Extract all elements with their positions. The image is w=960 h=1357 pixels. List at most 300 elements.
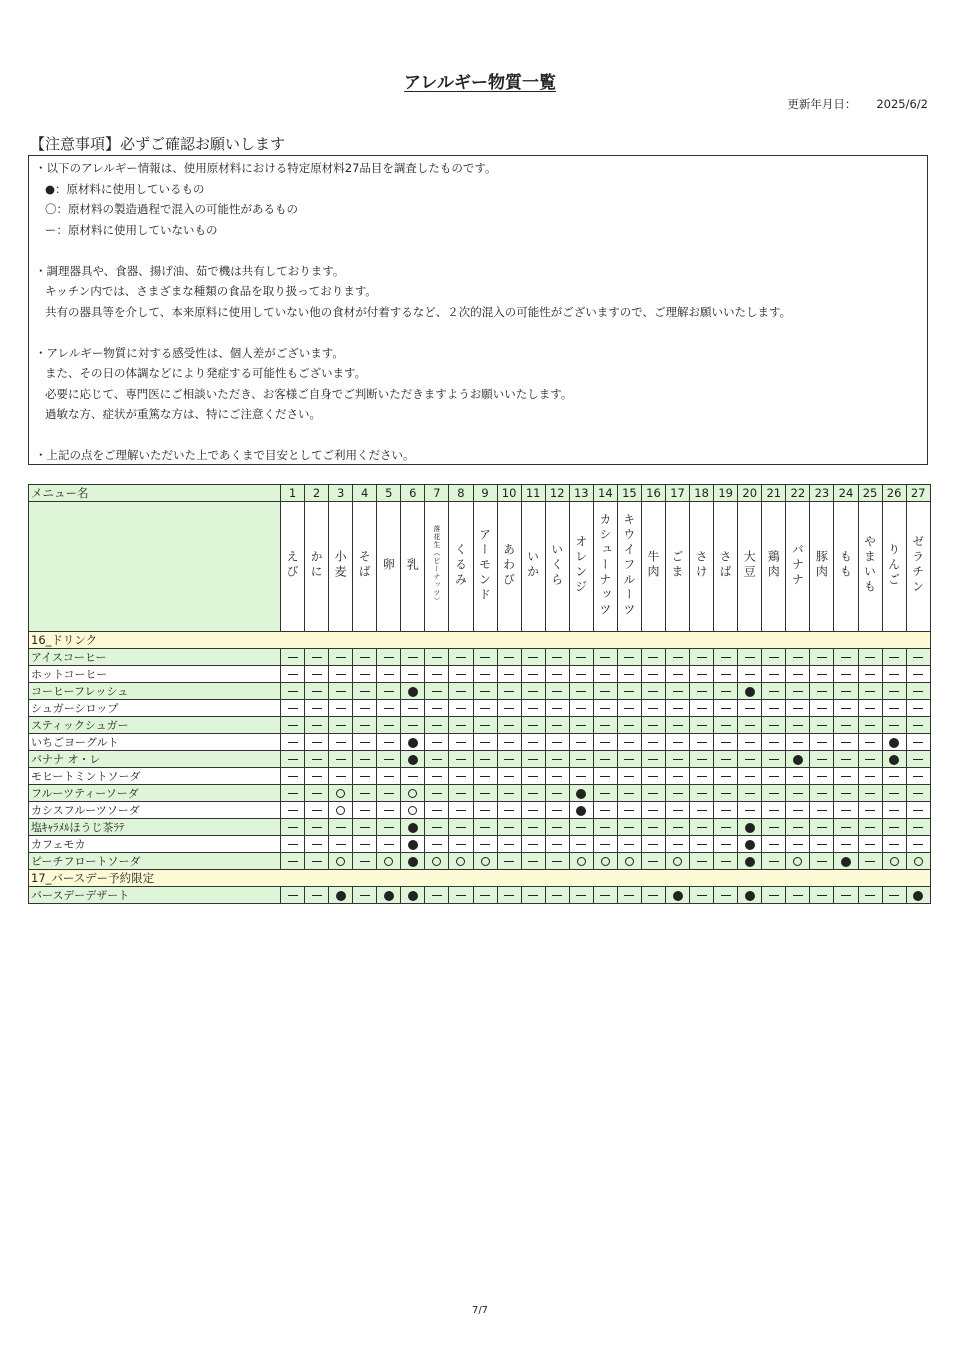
not-used-mark: [769, 725, 779, 726]
contains-mark: [745, 687, 755, 697]
allergen-mark-cell: [353, 649, 377, 666]
not-used-mark: [504, 759, 514, 760]
menu-row: [29, 819, 931, 836]
page-number: 7/7: [471, 1305, 489, 1316]
not-used-mark: [697, 827, 707, 828]
allergen-mark-cell: [714, 802, 738, 819]
menu-header-blank: [29, 502, 281, 632]
allergen-mark-cell: [882, 717, 906, 734]
allergen-mark-cell: [882, 853, 906, 870]
not-used-mark: [648, 691, 658, 692]
allergen-mark-cell: [473, 717, 497, 734]
contains-mark: [408, 823, 418, 833]
allergen-mark-cell: [281, 734, 305, 751]
not-used-mark: [480, 725, 490, 726]
not-used-mark: [913, 657, 923, 658]
allergen-mark-cell: [473, 683, 497, 700]
allergen-mark-cell: [353, 751, 377, 768]
allergen-name-label: 豚肉: [814, 550, 829, 580]
not-used-mark: [576, 708, 586, 709]
not-used-mark: [817, 793, 827, 794]
allergen-mark-cell: [834, 666, 858, 683]
not-used-mark: [360, 691, 370, 692]
may-contain-mark: [432, 857, 441, 866]
allergen-mark-cell: [401, 751, 425, 768]
allergen-name: [690, 502, 714, 632]
allergen-mark-cell: [329, 683, 353, 700]
allergen-number: 11: [521, 485, 545, 502]
not-used-mark: [576, 844, 586, 845]
contains-mark: [745, 857, 755, 867]
allergen-name: [281, 502, 305, 632]
not-used-mark: [769, 708, 779, 709]
allergen-mark-cell: [834, 683, 858, 700]
allergen-mark-cell: [521, 836, 545, 853]
allergen-mark-cell: [714, 819, 738, 836]
allergen-mark-cell: [738, 887, 762, 904]
not-used-mark: [528, 827, 538, 828]
allergen-name: [593, 502, 617, 632]
allergen-mark-cell: [834, 734, 858, 751]
allergen-table: [28, 484, 931, 904]
not-used-mark: [504, 776, 514, 777]
allergen-mark-cell: [906, 666, 930, 683]
not-used-mark: [648, 793, 658, 794]
allergen-mark-cell: [593, 649, 617, 666]
allergen-mark-cell: [305, 683, 329, 700]
allergen-mark-cell: [569, 717, 593, 734]
allergen-number: 25: [858, 485, 882, 502]
allergen-mark-cell: [762, 853, 786, 870]
not-used-mark: [865, 708, 875, 709]
allergen-name-label: 大豆: [742, 550, 757, 580]
allergen-mark-cell: [858, 666, 882, 683]
allergen-name: [329, 502, 353, 632]
allergen-name: [906, 502, 930, 632]
allergen-mark-cell: [545, 819, 569, 836]
allergen-mark-cell: [762, 785, 786, 802]
allergen-name-label: いか: [525, 550, 540, 580]
not-used-mark: [528, 793, 538, 794]
notice-line: キッチン内では、さまざまな種類の食品を取り扱っております。: [45, 284, 377, 298]
contains-mark: [673, 891, 683, 901]
allergen-mark-cell: [281, 887, 305, 904]
allergen-number: 23: [810, 485, 834, 502]
allergen-mark-cell: [858, 785, 882, 802]
not-used-mark: [528, 742, 538, 743]
not-used-mark: [913, 691, 923, 692]
allergen-mark-cell: [834, 819, 858, 836]
not-used-mark: [721, 725, 731, 726]
allergen-number: 10: [497, 485, 521, 502]
allergen-mark-cell: [473, 734, 497, 751]
not-used-mark: [552, 691, 562, 692]
allergen-mark-cell: [786, 649, 810, 666]
not-used-mark: [336, 725, 346, 726]
allergen-mark-cell: [521, 768, 545, 785]
allergen-mark-cell: [305, 717, 329, 734]
allergen-name-label: 卵: [381, 557, 396, 573]
not-used-mark: [288, 708, 298, 709]
allergen-mark-cell: [377, 819, 401, 836]
not-used-mark: [745, 742, 755, 743]
menu-row: [29, 683, 931, 700]
allergen-mark-cell: [353, 836, 377, 853]
not-used-mark: [576, 657, 586, 658]
allergen-mark-cell: [714, 887, 738, 904]
not-used-mark: [432, 895, 442, 896]
menu-row: [29, 734, 931, 751]
allergen-mark-cell: [641, 666, 665, 683]
allergen-mark-cell: [786, 751, 810, 768]
allergen-mark-cell: [762, 734, 786, 751]
not-used-mark: [624, 691, 634, 692]
not-used-mark: [721, 861, 731, 862]
menu-row: [29, 700, 931, 717]
allergen-mark-cell: [690, 785, 714, 802]
allergen-mark-cell: [425, 802, 449, 819]
allergen-mark-cell: [617, 717, 641, 734]
may-contain-mark: [384, 857, 393, 866]
allergen-mark-cell: [858, 734, 882, 751]
menu-item-name: 塩ｷｬﾗﾒﾙほうじ茶ﾗﾃ: [29, 819, 281, 836]
not-used-mark: [889, 895, 899, 896]
may-contain-mark: [336, 857, 345, 866]
allergen-mark-cell: [545, 683, 569, 700]
allergen-mark-cell: [449, 853, 473, 870]
not-used-mark: [432, 674, 442, 675]
allergen-mark-cell: [906, 836, 930, 853]
not-used-mark: [865, 742, 875, 743]
menu-header: メニュー名: [29, 485, 281, 502]
allergen-mark-cell: [521, 734, 545, 751]
allergen-mark-cell: [858, 717, 882, 734]
not-used-mark: [697, 725, 707, 726]
allergen-mark-cell: [473, 853, 497, 870]
allergen-mark-cell: [690, 751, 714, 768]
not-used-mark: [793, 674, 803, 675]
not-used-mark: [865, 674, 875, 675]
not-used-mark: [889, 810, 899, 811]
allergen-mark-cell: [834, 887, 858, 904]
not-used-mark: [673, 793, 683, 794]
not-used-mark: [360, 793, 370, 794]
not-used-mark: [288, 861, 298, 862]
not-used-mark: [648, 725, 658, 726]
not-used-mark: [865, 793, 875, 794]
not-used-mark: [456, 793, 466, 794]
not-used-mark: [528, 674, 538, 675]
not-used-mark: [889, 827, 899, 828]
allergen-mark-cell: [786, 836, 810, 853]
not-used-mark: [504, 895, 514, 896]
not-used-mark: [552, 657, 562, 658]
menu-item-name: モヒートミントソーダ: [29, 768, 281, 785]
allergen-mark-cell: [593, 751, 617, 768]
allergen-mark-cell: [906, 717, 930, 734]
not-used-mark: [841, 674, 851, 675]
allergen-mark-cell: [593, 785, 617, 802]
allergen-mark-cell: [738, 666, 762, 683]
not-used-mark: [817, 708, 827, 709]
allergen-mark-cell: [690, 802, 714, 819]
allergen-mark-cell: [497, 649, 521, 666]
allergen-mark-cell: [617, 802, 641, 819]
may-contain-mark: [456, 857, 465, 866]
not-used-mark: [721, 827, 731, 828]
allergen-mark-cell: [425, 819, 449, 836]
allergen-mark-cell: [666, 819, 690, 836]
not-used-mark: [456, 691, 466, 692]
not-used-mark: [889, 844, 899, 845]
allergen-mark-cell: [569, 887, 593, 904]
allergen-mark-cell: [810, 802, 834, 819]
allergen-mark-cell: [449, 717, 473, 734]
allergen-mark-cell: [281, 717, 305, 734]
allergen-mark-cell: [810, 768, 834, 785]
allergen-mark-cell: [666, 700, 690, 717]
allergen-name: [305, 502, 329, 632]
allergen-mark-cell: [690, 683, 714, 700]
notice-line: ー：原材料に使用していないもの: [45, 222, 218, 237]
menu-item-name: スティックシュガー: [29, 717, 281, 734]
allergen-mark-cell: [521, 717, 545, 734]
not-used-mark: [673, 776, 683, 777]
allergen-mark-cell: [666, 734, 690, 751]
not-used-mark: [384, 844, 394, 845]
allergen-mark-cell: [762, 887, 786, 904]
contains-mark: [576, 789, 586, 799]
allergen-mark-cell: [617, 768, 641, 785]
allergen-mark-cell: [473, 666, 497, 683]
allergen-mark-cell: [762, 751, 786, 768]
not-used-mark: [480, 844, 490, 845]
allergen-mark-cell: [810, 887, 834, 904]
allergen-mark-cell: [690, 666, 714, 683]
notice-spacer: [35, 322, 921, 343]
allergen-mark-cell: [497, 836, 521, 853]
not-used-mark: [793, 810, 803, 811]
not-used-mark: [552, 725, 562, 726]
allergen-mark-cell: [545, 887, 569, 904]
allergen-mark-cell: [666, 802, 690, 819]
menu-row: [29, 836, 931, 853]
allergen-mark-cell: [762, 802, 786, 819]
allergen-mark-cell: [762, 717, 786, 734]
allergen-mark-cell: [305, 819, 329, 836]
not-used-mark: [673, 708, 683, 709]
not-used-mark: [841, 776, 851, 777]
not-used-mark: [456, 776, 466, 777]
not-used-mark: [745, 759, 755, 760]
not-used-mark: [456, 674, 466, 675]
allergen-mark-cell: [353, 802, 377, 819]
allergen-mark-cell: [425, 666, 449, 683]
not-used-mark: [312, 861, 322, 862]
not-used-mark: [528, 861, 538, 862]
notice-line: ・調理器具や、食器、揚げ油、茹で機は共有しております。: [35, 263, 345, 278]
allergen-mark-cell: [281, 836, 305, 853]
allergen-mark-cell: [690, 819, 714, 836]
allergen-mark-cell: [401, 717, 425, 734]
not-used-mark: [793, 776, 803, 777]
allergen-mark-cell: [377, 802, 401, 819]
allergen-mark-cell: [449, 700, 473, 717]
allergen-mark-cell: [569, 836, 593, 853]
allergen-mark-cell: [762, 819, 786, 836]
not-used-mark: [504, 793, 514, 794]
not-used-mark: [841, 725, 851, 726]
allergen-mark-cell: [545, 700, 569, 717]
allergen-mark-cell: [473, 751, 497, 768]
allergen-mark-cell: [786, 819, 810, 836]
not-used-mark: [889, 776, 899, 777]
allergen-name-label: バナナ: [790, 542, 805, 588]
not-used-mark: [889, 793, 899, 794]
not-used-mark: [552, 861, 562, 862]
allergen-mark-cell: [593, 717, 617, 734]
not-used-mark: [600, 759, 610, 760]
allergen-name: [353, 502, 377, 632]
allergen-mark-cell: [425, 751, 449, 768]
allergen-number-row: [29, 485, 931, 502]
allergen-mark-cell: [425, 649, 449, 666]
not-used-mark: [384, 810, 394, 811]
allergen-mark-cell: [593, 819, 617, 836]
not-used-mark: [576, 827, 586, 828]
allergen-mark-cell: [810, 751, 834, 768]
allergen-mark-cell: [329, 649, 353, 666]
not-used-mark: [793, 844, 803, 845]
allergen-mark-cell: [810, 785, 834, 802]
allergen-mark-cell: [281, 819, 305, 836]
not-used-mark: [769, 776, 779, 777]
allergen-mark-cell: [714, 649, 738, 666]
not-used-mark: [793, 657, 803, 658]
allergen-mark-cell: [617, 887, 641, 904]
allergen-name-label: いくら: [549, 542, 564, 588]
allergen-mark-cell: [882, 734, 906, 751]
menu-row: [29, 666, 931, 683]
allergen-mark-cell: [882, 785, 906, 802]
not-used-mark: [336, 776, 346, 777]
not-used-mark: [576, 759, 586, 760]
not-used-mark: [913, 742, 923, 743]
not-used-mark: [721, 708, 731, 709]
allergen-mark-cell: [497, 700, 521, 717]
allergen-mark-cell: [641, 683, 665, 700]
allergen-mark-cell: [666, 785, 690, 802]
allergen-mark-cell: [641, 649, 665, 666]
allergen-mark-cell: [690, 836, 714, 853]
allergen-mark-cell: [810, 734, 834, 751]
allergen-mark-cell: [473, 649, 497, 666]
not-used-mark: [817, 691, 827, 692]
allergen-mark-cell: [738, 717, 762, 734]
allergen-mark-cell: [401, 666, 425, 683]
not-used-mark: [624, 895, 634, 896]
allergen-mark-cell: [569, 700, 593, 717]
not-used-mark: [288, 776, 298, 777]
not-used-mark: [360, 657, 370, 658]
allergen-mark-cell: [593, 853, 617, 870]
allergen-name: [401, 502, 425, 632]
not-used-mark: [336, 827, 346, 828]
not-used-mark: [841, 691, 851, 692]
allergen-mark-cell: [521, 853, 545, 870]
allergen-mark-cell: [569, 853, 593, 870]
not-used-mark: [600, 844, 610, 845]
allergen-mark-cell: [521, 785, 545, 802]
not-used-mark: [817, 895, 827, 896]
allergen-mark-cell: [353, 853, 377, 870]
allergen-mark-cell: [858, 768, 882, 785]
not-used-mark: [769, 861, 779, 862]
contains-mark: [745, 823, 755, 833]
not-used-mark: [480, 776, 490, 777]
not-used-mark: [600, 895, 610, 896]
allergen-mark-cell: [377, 666, 401, 683]
not-used-mark: [552, 895, 562, 896]
not-used-mark: [312, 793, 322, 794]
allergen-name: [858, 502, 882, 632]
not-used-mark: [648, 657, 658, 658]
allergen-mark-cell: [545, 836, 569, 853]
not-used-mark: [432, 657, 442, 658]
allergen-mark-cell: [786, 717, 810, 734]
allergen-mark-cell: [497, 853, 521, 870]
allergen-mark-cell: [353, 683, 377, 700]
allergen-mark-cell: [834, 836, 858, 853]
allergen-mark-cell: [858, 802, 882, 819]
not-used-mark: [408, 657, 418, 658]
not-used-mark: [552, 674, 562, 675]
allergen-mark-cell: [281, 751, 305, 768]
allergen-mark-cell: [449, 751, 473, 768]
allergen-mark-cell: [593, 734, 617, 751]
not-used-mark: [480, 674, 490, 675]
not-used-mark: [480, 793, 490, 794]
not-used-mark: [865, 844, 875, 845]
not-used-mark: [360, 895, 370, 896]
not-used-mark: [673, 810, 683, 811]
allergen-mark-cell: [858, 700, 882, 717]
not-used-mark: [721, 674, 731, 675]
allergen-number: 3: [329, 485, 353, 502]
allergen-name-label: さば: [718, 550, 733, 580]
allergen-mark-cell: [666, 768, 690, 785]
allergen-mark-cell: [305, 887, 329, 904]
allergen-mark-cell: [449, 802, 473, 819]
allergen-mark-cell: [329, 836, 353, 853]
allergen-mark-cell: [762, 683, 786, 700]
allergen-mark-cell: [329, 666, 353, 683]
menu-item-name: フルーツティーソーダ: [29, 785, 281, 802]
not-used-mark: [504, 861, 514, 862]
allergen-mark-cell: [329, 768, 353, 785]
allergen-mark-cell: [858, 819, 882, 836]
allergen-mark-cell: [738, 836, 762, 853]
not-used-mark: [480, 708, 490, 709]
not-used-mark: [913, 759, 923, 760]
not-used-mark: [624, 657, 634, 658]
allergen-mark-cell: [473, 819, 497, 836]
allergen-mark-cell: [762, 768, 786, 785]
not-used-mark: [312, 657, 322, 658]
menu-item-name: カフェモカ: [29, 836, 281, 853]
allergen-mark-cell: [882, 768, 906, 785]
allergen-mark-cell: [617, 666, 641, 683]
